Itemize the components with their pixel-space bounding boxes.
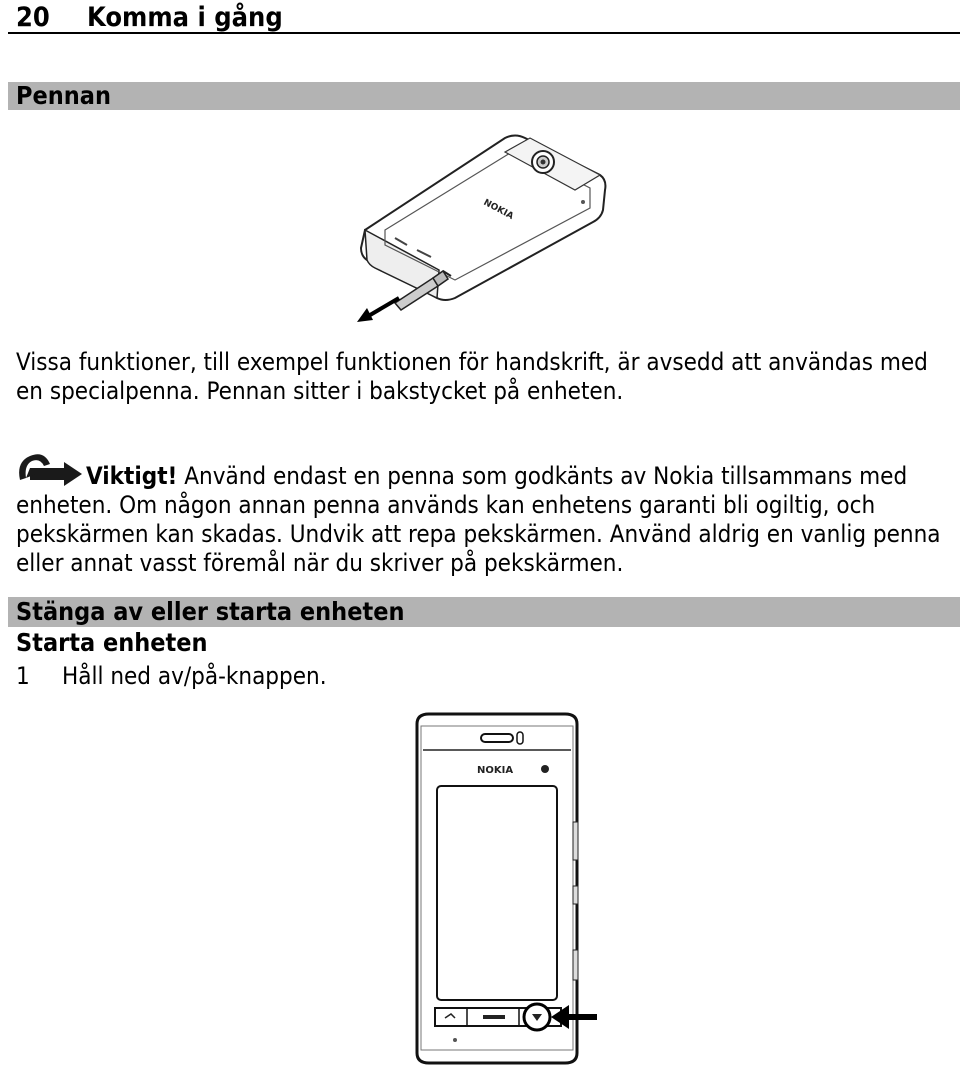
- back-brand-logo: NOKIA: [481, 197, 515, 222]
- important-notice: [16, 452, 956, 578]
- phone-front-illustration: [405, 710, 615, 1065]
- step-number: 1: [16, 662, 30, 690]
- section-heading-pen: Pennan: [8, 82, 960, 110]
- page-number: 20: [16, 2, 50, 33]
- chapter-title: Komma i gång: [87, 2, 283, 33]
- step-item: [16, 662, 327, 690]
- subheading-start-device: Starta enheten: [16, 628, 208, 657]
- section-heading-power: Stänga av eller starta enheten: [8, 597, 960, 627]
- important-label: Viktigt!: [86, 462, 178, 490]
- warning-hand-icon: [16, 452, 84, 480]
- important-body: Använd endast en penna som godkänts av Nokia tillsammans med enheten. Om någon annan penna används kan enhetens garanti bli ogiltig, och pekskärmen kan skadas. Undvik att repa pekskärmen. Använd aldrig en vanlig penna eller annat vasst föremål när du skriver på pekskärmen.: [16, 462, 941, 577]
- front-brand-logo: NOKIA: [477, 765, 514, 776]
- stylus-illustration: [355, 130, 615, 325]
- page-header: [8, 0, 960, 34]
- pen-intro-text: Vissa funktioner, till exempel funktionen för handskrift, är avsedd att användas med en specialpenna. Pennan sitter i bakstycket på enheten.: [16, 348, 928, 405]
- step-text: Håll ned av/på-knappen.: [62, 662, 327, 690]
